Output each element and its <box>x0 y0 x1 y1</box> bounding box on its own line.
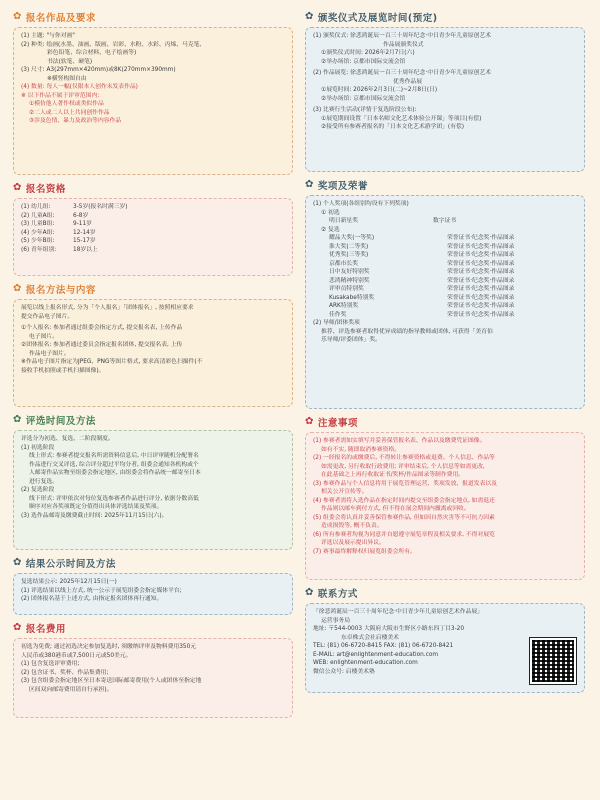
contact-web[interactable]: WEB: enlightenment-education.com <box>313 660 418 666</box>
req-line: ①模仿他人著作权或类似作品 <box>29 101 104 107</box>
req-line: (3) 尺寸: A3(297mm×420mm)或8K(270mm×390mm) <box>21 67 176 73</box>
flower-icon: ✿ <box>305 587 314 598</box>
notes-line: (5) 组委会将认真并妥善保管参赛作品, 但如因自然灾害等不可抗力因素 <box>313 514 495 521</box>
award-row: 日中友好特别奖 荣誉证书·纪念奖·作品图录 <box>329 269 515 275</box>
results-section <box>13 556 293 615</box>
eval-line: 线下形式: 评审依次对每位复选参赛者作品进行评分, 依据分数高低 <box>29 495 199 502</box>
req-line: ③涉及色情、暴力及政治等内容作品 <box>29 118 122 124</box>
notes-line: (3) 参赛作品与个人信息将用于展览管理运营、奖项发放、报道发表以及 <box>313 480 497 487</box>
flower-icon: ✿ <box>13 622 22 633</box>
awards-teacher-label: (2) 导师/团体奖项 <box>313 320 360 326</box>
method-line: 作品电子图片。 <box>29 350 70 357</box>
right-column <box>305 10 585 699</box>
qr-code-icon[interactable] <box>530 638 576 684</box>
contact-box <box>305 603 585 693</box>
awards-title: ✿ 奖项及荣誉 <box>305 179 368 192</box>
fees-line: 人民币或380港币或7,500日元或50美元。 <box>21 652 132 659</box>
age-group-row: (1) 幼儿组: 3-5岁(报名时满三岁) <box>21 204 128 210</box>
requirements-section <box>13 10 293 175</box>
method-line: 电子图片。 <box>29 333 58 340</box>
award-row: 淮大奖(二等奖) 荣誉证书·纪念奖·作品图录 <box>329 243 515 250</box>
ceremony-line: ②接受所有参赛者报名的「日本文化艺术游学团」(有偿) <box>321 124 465 130</box>
age-groups-section <box>13 181 293 276</box>
req-line: (2) 种类: 绘画(水墨、油画、版画、岩彩、水粉、水彩、丙烯、马克笔、 <box>21 41 206 48</box>
notes-line: 造成损毁等, 概不负责。 <box>321 523 383 529</box>
ceremony-line: (3) 比赛行生活动(详情于复选阶段公布): <box>313 107 417 113</box>
award-row: 优秀奖(三等奖) 荣誉证书·纪念奖·作品图录 <box>329 252 515 258</box>
eval-line: (2) 复选阶段 <box>21 487 55 493</box>
ceremony-line: 优秀作品展 <box>393 78 422 85</box>
notes-line: 如有不实, 随即取消参赛资格。 <box>321 446 401 453</box>
contact-phone: TEL: (81) 06-6720-8415 FAX: (81) 06-6720-8421 <box>313 643 454 649</box>
age-group-row: (3) 儿童B组: 9-11岁 <box>21 221 92 227</box>
req-line: 彩色铅笔、综合材料、电子绘画等) <box>47 50 137 56</box>
awards-teacher-line: 乐导师/评委团体」奖。 <box>321 337 381 343</box>
fees-title: ✿ 报名费用 <box>13 622 66 635</box>
eval-line: (1) 初选阶段 <box>21 444 55 451</box>
requirements-title: ✿ 报名作品及要求 <box>13 11 96 24</box>
fees-line: (3) 包含组委会指定地区至日本寄送国际邮寄费用(个人或团体至指定地 <box>21 678 202 684</box>
flower-icon: ✿ <box>305 11 314 22</box>
ceremony-line: ②举办场馆: 京都市国际交流会馆 <box>321 95 406 102</box>
notes-line: (2) 一经报名的或缴费后, 不得转让参赛资格或退费。个人信息、作品等 <box>313 455 495 461</box>
results-line: (2) 团体报名基于上述方式, 由指定报名团体再行通知。 <box>21 596 163 602</box>
award-row: 京都市长奖 荣誉证书·纪念奖·作品图录 <box>329 260 515 267</box>
ceremony-section <box>305 10 585 172</box>
flower-icon: ✿ <box>305 179 314 190</box>
age-groups-box <box>13 198 293 276</box>
method-line: ①个人报名: 参加者通过组委会指定方式, 提交报名表, 上传作品 <box>21 325 183 331</box>
award-row: ARK特别奖 荣誉证书·纪念奖·作品图录 <box>329 303 515 309</box>
req-line: ②二人或二人以上共同创作作品 <box>29 109 110 116</box>
results-line: (1) 评选结果以线上方式, 统一公示于展览组委会指定媒体平台; <box>21 587 182 594</box>
age-group-row: (2) 儿童A组: 6-8岁 <box>21 212 89 219</box>
notes-line: (4) 参赛者需将入选作品在指定时间内提交至组委会指定地点, 如需退还 <box>313 497 495 504</box>
awards-box <box>305 195 585 409</box>
method-line: 接收手机拍照或手机扫描图像)。 <box>21 367 105 374</box>
requirements-box <box>13 27 293 175</box>
eval-line: 线上形式: 参赛者提交报名所需资料信息后, 中日评审随机分配署名 <box>29 453 199 459</box>
award-row: 明日新星奖 数字证书 <box>329 218 457 224</box>
flower-icon: ✿ <box>13 414 22 425</box>
notes-line: 相关公开宣传等。 <box>321 489 368 495</box>
awards-section <box>305 178 585 409</box>
results-title: ✿ 结果公示时间及方法 <box>13 557 116 570</box>
notes-line: 如需更改, 另行收取行政费用; 评审结束后, 个人信息等如需更改, <box>321 463 485 470</box>
awards-intro: (1) 个人奖项(各组别均设有下列奖项) <box>313 201 409 207</box>
fees-line: (2) 包含证书、奖杯、作品集费用; <box>21 669 109 676</box>
ceremony-line: 作品展颁奖仪式 <box>383 41 424 48</box>
award-row: Kusakabe特别奖 荣誉证书·纪念奖·作品图录 <box>329 294 515 301</box>
req-line: 书法(软笔、硬笔) <box>47 58 93 65</box>
results-box <box>13 573 293 615</box>
contact-line: 东卓株式会社启楼美术 <box>341 634 399 641</box>
flower-icon: ✿ <box>305 416 314 427</box>
flower-icon: ✿ <box>13 11 22 22</box>
evaluation-box <box>13 430 293 550</box>
age-groups-title: ✿ 报名资格 <box>13 182 66 195</box>
award-row: 耀品大奖(一等奖) 荣誉证书·纪念奖·作品图录 <box>329 235 515 241</box>
fees-line: (1) 包含复选评审费用; <box>21 661 80 667</box>
method-box <box>13 299 293 407</box>
notes-line: 评选以及展示提出异议。 <box>321 540 385 546</box>
fees-line: 区间双向邮寄费用请自行承担)。 <box>29 686 113 693</box>
age-group-row: (4) 少年A组: 12-14岁 <box>21 229 96 236</box>
awards-teacher-line: 推荐、评选参赛者取得优异成绩的指导教师或团体, 可获得「美育伯 <box>321 328 493 335</box>
contact-line: 运营事务局 <box>321 617 350 624</box>
evaluation-section <box>13 413 293 550</box>
eval-line: 作品进行交叉评选, 综合评分超过平均分者, 组委会通知各机构或个 <box>29 461 199 468</box>
notes-section <box>305 415 585 580</box>
method-section <box>13 282 293 407</box>
fees-line: 初选为免费; 通过初选决定参加复选时, 须缴纳评审及物料费用350元 <box>21 644 197 650</box>
method-line: 提交作品电子图片。 <box>21 313 74 320</box>
method-line: ※作品电子图片指定为JPEG、PNG等图片格式, 要求高清彩色扫描件(不 <box>21 359 203 365</box>
notes-box <box>305 432 585 580</box>
left-column <box>13 10 293 724</box>
flower-icon: ✿ <box>13 557 22 568</box>
ceremony-line: ①展览时间: 2026年2月3日(二)~2月8日(日) <box>321 87 438 93</box>
notes-line: 作品则以邮车到付方式, 但不得在展会期间内撤离或回收。 <box>321 506 470 512</box>
eval-line: 人邮寄作品实物至组委会指定地区, 由组委会将作品统一邮寄至日本 <box>29 470 201 476</box>
notes-title: ✿ 注意事项 <box>305 416 358 429</box>
ceremony-box <box>305 27 585 172</box>
ceremony-line: (2) 作品展览: 徐悲鸿诞辰一百三十周年纪念·中日青少年儿童原创艺术 <box>313 70 492 76</box>
eval-line: 进行复选。 <box>29 478 58 485</box>
contact-email[interactable]: E-MAIL: art@enlightenment-education.com <box>313 651 439 658</box>
req-line: ※ 以下作品不属于评审范围内: <box>21 92 100 99</box>
req-line: ※横竖构图自由 <box>47 75 87 82</box>
ceremony-line: ②举办场馆: 京都市国际交流会馆 <box>321 58 406 65</box>
notes-line: (1) 参赛者需如实填写并妥善保管报名表、作品以及缴费凭证图像。 <box>313 438 486 444</box>
award-row: 佳作奖 荣誉证书·纪念奖·作品图录 <box>329 311 515 318</box>
awards-first-round: ① 初选 <box>321 209 340 216</box>
ceremony-line: ①颁奖仪式时间: 2026年2月7日(六) <box>321 50 415 56</box>
age-group-row: (5) 少年B组: 15-17岁 <box>21 238 96 244</box>
method-line: 展览以线上报名形式, 分为「个人报名」「团体报名」, 按照相应要求 <box>21 305 194 311</box>
awards-second-round: ② 复选 <box>321 226 340 233</box>
eval-line: 评选分为初选、复选、二阶段制度。 <box>21 436 114 442</box>
ceremony-line: ①展览期间设置「日本名师文化艺术体验公开课」等项目(有偿) <box>321 115 482 122</box>
flower-icon: ✿ <box>13 182 22 193</box>
req-line: (1) 主题: "与你对画" <box>21 33 75 39</box>
notes-line: 在此基础之上再行收取证书/奖杯/作品图录等制作费用。 <box>321 472 465 478</box>
contact-title: ✿ 联系方式 <box>305 587 358 600</box>
req-line: (4) 数量: 每人一幅(仅限本人创作未发表作品) <box>21 84 138 90</box>
evaluation-title: ✿ 评选时间及方法 <box>13 414 96 427</box>
fees-box <box>13 638 293 718</box>
age-group-row: (6) 青年组别: 18岁以上 <box>21 246 98 253</box>
contact-section <box>305 586 585 693</box>
ceremony-line: (1) 颁奖仪式: 徐悲鸿诞辰一百三十周年纪念·中日青少年儿童原创艺术 <box>313 33 492 39</box>
results-line: 复选结果公示: 2025年12月15日(一) <box>21 579 117 585</box>
contact-line: 「徐悲鸿诞辰一百三十周年纪念·中日青少年儿童原创艺术作品展」 <box>313 609 483 615</box>
award-row: 评审员特别奖 荣誉证书·纪念奖·作品图录 <box>329 286 515 292</box>
contact-wechat: 微信公众号: 启楼美术塾 <box>313 668 375 675</box>
method-title: ✿ 报名方法与内容 <box>13 283 96 296</box>
award-row: 悲鸿精神特别奖 荣誉证书·纪念奖·作品图录 <box>329 277 515 284</box>
contact-address: 地址: 〒544-0003 大阪府大阪市生野区小路东四丁目3-20 <box>313 626 465 632</box>
eval-line: 顺序对应各奖项既定分值得出具体评选结果及奖项。 <box>29 504 163 510</box>
fees-section <box>13 621 293 718</box>
ceremony-title: ✿ 颁奖仪式及展览时间(预定) <box>305 11 438 24</box>
notes-line: (6) 所有参赛者均视为同意并自愿遵守展览章程及相关要求, 不得对展览 <box>313 531 495 538</box>
method-line: ②团体报名: 参加者通过委员会指定报名团体, 提交报名表, 上传 <box>21 342 183 348</box>
flower-icon: ✿ <box>13 283 22 294</box>
notes-line: (7) 赛事最终解释权归展览组委会所有。 <box>313 548 416 555</box>
eval-line: (3) 选作品邮寄及缴费截止时间: 2025年11月15日(六)。 <box>21 512 168 519</box>
